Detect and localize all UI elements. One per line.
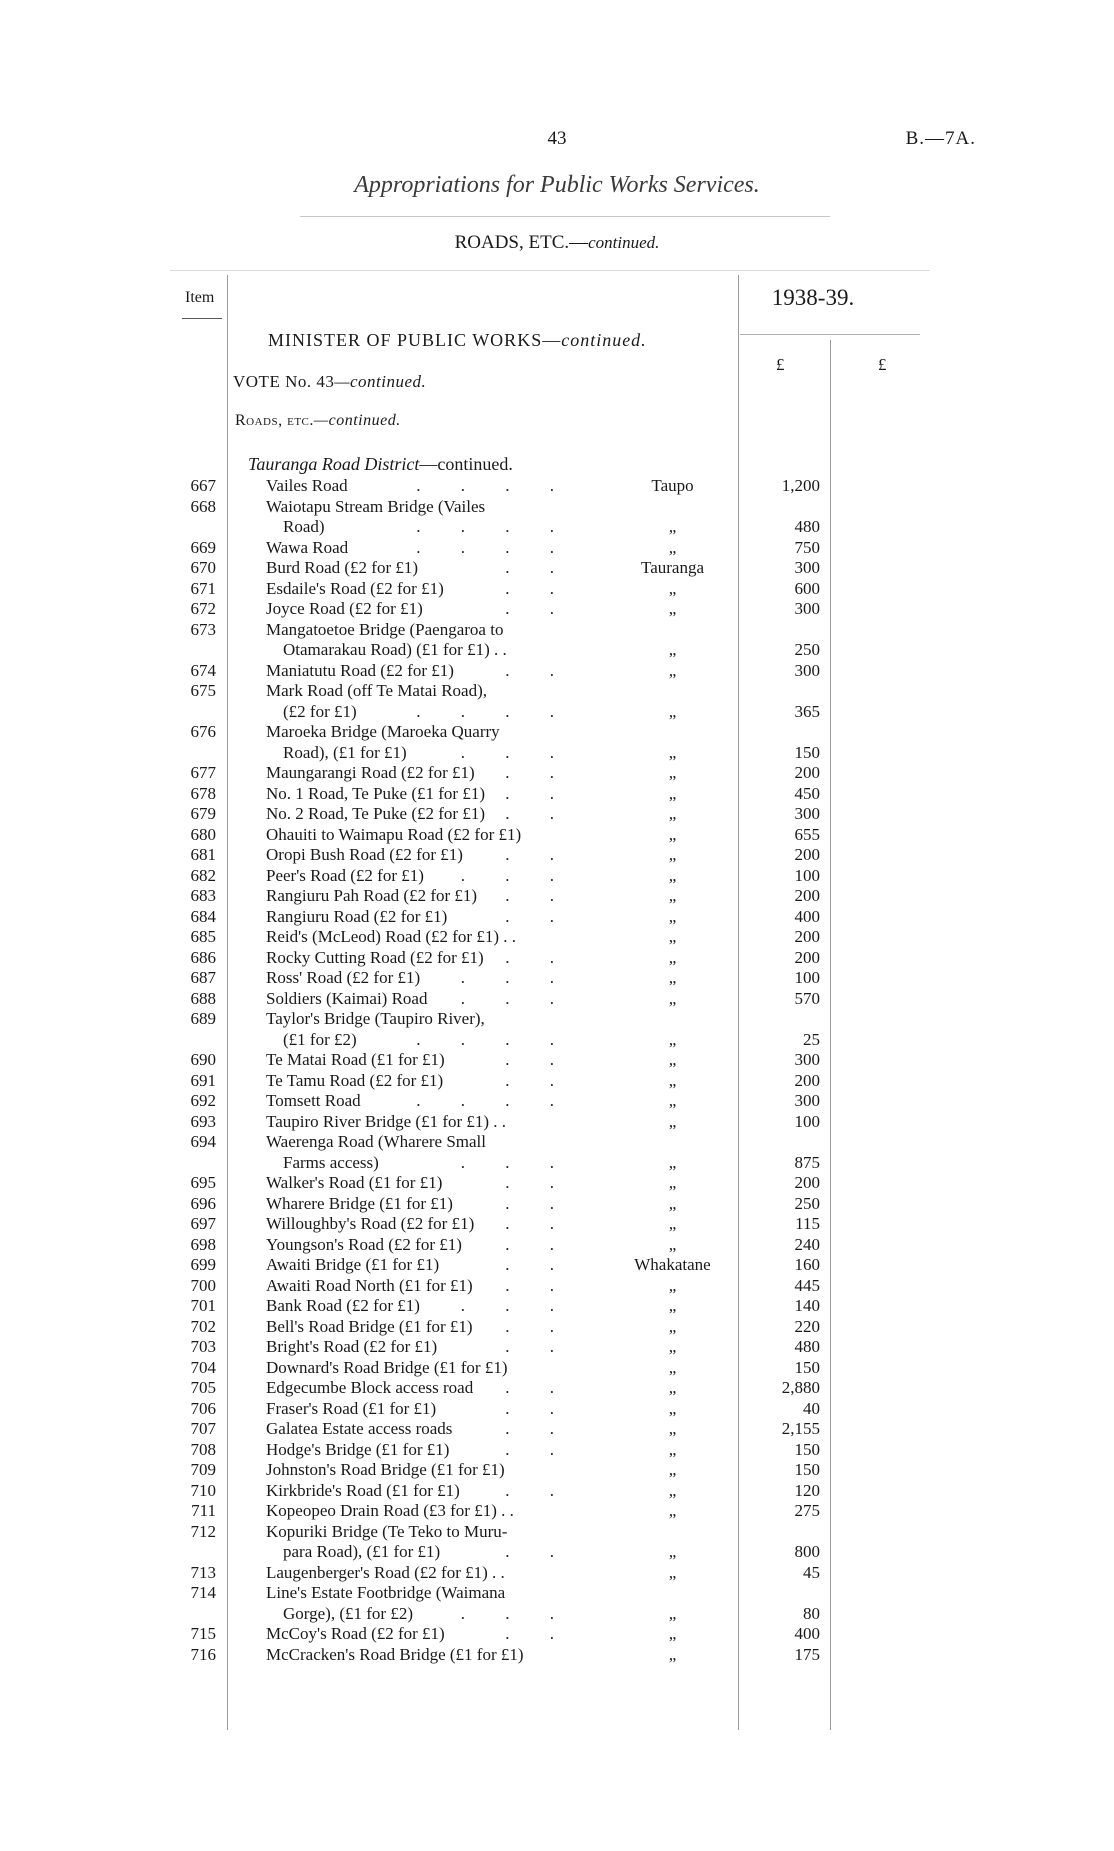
amount: 480	[794, 1337, 820, 1356]
description-line-1: Rangiuru Road (£2 for £1)	[266, 906, 448, 926]
amount: 400	[794, 906, 820, 926]
district: Taupo	[651, 476, 694, 495]
amount: 200	[794, 1173, 820, 1192]
item-number: 694	[190, 1132, 216, 1151]
item-number: 697	[190, 1214, 216, 1233]
description-line-1: Taylor's Bridge (Taupiro River),	[266, 1009, 485, 1028]
item-number: 691	[190, 1070, 216, 1090]
amount-column-divider	[830, 340, 831, 1730]
district: „	[668, 1234, 677, 1254]
district: „	[668, 1378, 677, 1397]
district: „	[668, 1542, 677, 1561]
leader-dots: . . .	[460, 1603, 572, 1623]
description-line-1: Youngson's Road (£2 for £1)	[266, 1234, 462, 1254]
district: „	[668, 947, 677, 967]
description-line-1: Taupiro River Bridge (£1 for £1) . .	[266, 1111, 507, 1131]
item-number: 706	[190, 1398, 216, 1418]
leader-dots: . .	[505, 1419, 572, 1438]
district: „	[668, 1562, 677, 1582]
item-number: 705	[190, 1378, 216, 1397]
amount: 875	[794, 1152, 820, 1172]
ministry-heading-continued: continued.	[561, 330, 647, 350]
item-number: 690	[190, 1050, 216, 1069]
leader-dots: . .	[505, 1193, 572, 1213]
description-line-1: Soldiers (Kaimai) Road	[266, 988, 428, 1008]
subsection-heading-main: Roads, etc.	[235, 412, 314, 429]
year-header-rule	[740, 334, 920, 335]
amount: 570	[794, 988, 820, 1008]
item-description	[266, 620, 572, 661]
amount: 240	[794, 1234, 820, 1254]
leader-dots: . .	[505, 1624, 572, 1643]
district: „	[668, 1480, 677, 1500]
description-line-1: Kopuriki Bridge (Te Teko to Muru-	[266, 1521, 508, 1541]
amount: 445	[794, 1275, 820, 1295]
district: „	[668, 1419, 677, 1438]
item-number: 716	[190, 1644, 216, 1664]
description-line-1: Oropi Bush Road (£2 for £1)	[266, 845, 463, 864]
item-number: 696	[190, 1193, 216, 1213]
description-line-2: para Road), (£1 for £1)	[283, 1542, 441, 1561]
amount: 300	[794, 558, 820, 577]
leader-dots: . .	[505, 947, 572, 967]
item-number: 703	[190, 1337, 216, 1356]
description-line-1: Galatea Estate access roads	[266, 1419, 453, 1438]
description-line-1: Esdaile's Road (£2 for £1)	[266, 578, 444, 598]
item-number: 692	[190, 1091, 216, 1110]
leader-dots: . . . .	[416, 517, 572, 536]
title-rule	[300, 216, 830, 217]
amount: 800	[794, 1542, 820, 1561]
item-number: 688	[190, 988, 216, 1008]
district: „	[668, 1050, 677, 1069]
amount: 200	[794, 845, 820, 864]
item-number: 715	[190, 1624, 216, 1643]
description-line-1: Peer's Road (£2 for £1)	[266, 865, 424, 885]
leader-dots: . .	[505, 1050, 572, 1069]
amount: 750	[794, 537, 820, 557]
page-title: Appropriations for Public Works Services.	[354, 172, 760, 198]
amount: 25	[803, 1029, 820, 1049]
subsection-heading	[235, 412, 401, 430]
leader-dots: . .	[505, 886, 572, 905]
item-number: 667	[190, 476, 216, 495]
item-number: 674	[190, 660, 216, 680]
item-number: 699	[190, 1255, 216, 1274]
description-line-1: Wharere Bridge (£1 for £1)	[266, 1193, 453, 1213]
ministry-heading-main: MINISTER OF PUBLIC WORKS—	[268, 330, 562, 350]
amount: 450	[794, 783, 820, 803]
item-number: 702	[190, 1316, 216, 1336]
item-number: 681	[190, 845, 216, 864]
amount: 2,880	[781, 1378, 820, 1397]
district: „	[668, 906, 677, 926]
leader-dots: . .	[505, 1255, 572, 1274]
description-line-1: Laugenberger's Road (£2 for £1) . .	[266, 1562, 505, 1582]
item-number: 687	[190, 968, 216, 987]
amount: 40	[803, 1398, 820, 1418]
district: „	[668, 1173, 677, 1192]
description-line-2: Road), (£1 for £1)	[283, 742, 407, 762]
description-line-1: No. 1 Road, Te Puke (£1 for £1)	[266, 783, 485, 803]
item-number: 700	[190, 1275, 216, 1295]
description-line-1: Te Matai Road (£1 for £1)	[266, 1050, 445, 1069]
item-number: 678	[190, 783, 216, 803]
item-number: 679	[190, 804, 216, 823]
description-line-2: (£2 for £1)	[283, 701, 357, 721]
item-number: 689	[190, 1009, 216, 1028]
leader-dots: . . .	[460, 968, 572, 987]
amount: 200	[794, 1070, 820, 1090]
description-line-1: Line's Estate Footbridge (Waimana	[266, 1583, 506, 1602]
page-number: 43	[547, 128, 567, 149]
leader-dots: . .	[505, 1337, 572, 1356]
item-description	[266, 1112, 572, 1133]
district: Whakatane	[634, 1255, 711, 1274]
amount: 365	[794, 701, 820, 721]
district: „	[668, 865, 677, 885]
item-column-header: Item	[185, 289, 215, 306]
item-description	[266, 1645, 572, 1666]
vote-heading-continued: —continued.	[334, 372, 427, 391]
district: „	[668, 763, 677, 782]
leader-dots: . .	[505, 599, 572, 618]
district: „	[668, 640, 677, 659]
amount: 200	[794, 886, 820, 905]
amount: 140	[794, 1296, 820, 1315]
amount: 655	[794, 824, 820, 844]
description-line-1: Ohauiti to Waimapu Road (£2 for £1)	[266, 824, 522, 844]
description-line-1: Wawa Road	[266, 537, 349, 557]
district: „	[668, 1439, 677, 1459]
leader-dots: . .	[505, 1378, 572, 1397]
description-line-1: Maungarangi Road (£2 for £1)	[266, 763, 475, 782]
district-heading	[248, 454, 513, 475]
leader-dots: . .	[505, 906, 572, 926]
leader-dots: . .	[505, 763, 572, 782]
description-line-1: Johnston's Road Bridge (£1 for £1)	[266, 1460, 505, 1479]
description-line-1: Waerenga Road (Wharere Small	[266, 1132, 486, 1151]
amount: 80	[803, 1603, 820, 1623]
description-line-1: McCracken's Road Bridge (£1 for £1)	[266, 1644, 524, 1664]
leader-dots: . .	[505, 1275, 572, 1295]
leader-dots: . .	[505, 1480, 572, 1500]
amount: 120	[794, 1480, 820, 1500]
district: „	[668, 804, 677, 823]
item-number: 669	[190, 537, 216, 557]
amount: 220	[794, 1316, 820, 1336]
item-number: 683	[190, 886, 216, 905]
description-line-1: Awaiti Bridge (£1 for £1)	[266, 1255, 440, 1274]
district: „	[668, 988, 677, 1008]
district: „	[668, 1460, 677, 1479]
district: „	[668, 1152, 677, 1172]
amount: 115	[795, 1214, 820, 1233]
amount: 300	[794, 1050, 820, 1069]
description-line-2: Gorge), (£1 for £2)	[283, 1603, 413, 1623]
year-header: 1938-39.	[771, 285, 855, 310]
description-line-1: Downard's Road Bridge (£1 for £1)	[266, 1357, 508, 1377]
district: „	[668, 1644, 677, 1664]
description-line-1: McCoy's Road (£2 for £1)	[266, 1624, 445, 1643]
subtitle-main: ROADS, ETC.—	[454, 232, 589, 253]
subtitle-rule	[170, 270, 930, 271]
district: „	[668, 1275, 677, 1295]
ministry-heading	[268, 330, 647, 351]
item-number: 695	[190, 1173, 216, 1192]
amount: 150	[794, 1460, 820, 1479]
leader-dots: . . . .	[416, 1091, 572, 1110]
amount: 600	[794, 578, 820, 598]
item-number: 672	[190, 599, 216, 618]
leader-dots: . .	[505, 1398, 572, 1418]
amount: 300	[794, 660, 820, 680]
district: „	[668, 742, 677, 762]
item-number: 709	[190, 1460, 216, 1479]
description-line-1: Willoughby's Road (£2 for £1)	[266, 1214, 475, 1233]
amount: 200	[794, 947, 820, 967]
description-line-2: Road)	[283, 517, 325, 536]
district: „	[668, 824, 677, 844]
currency-symbol-total: £	[878, 355, 887, 374]
description-line-1: Bright's Road (£2 for £1)	[266, 1337, 438, 1356]
district: „	[668, 1214, 677, 1233]
item-description	[266, 1563, 572, 1584]
amount: 200	[794, 927, 820, 946]
district: „	[668, 1501, 677, 1520]
district: „	[668, 1337, 677, 1356]
district: „	[668, 1357, 677, 1377]
leader-dots: . .	[505, 1439, 572, 1459]
district-heading-main: Tauranga Road District	[248, 454, 420, 474]
item-number: 686	[190, 947, 216, 967]
amount: 300	[794, 1091, 820, 1110]
item-number: 693	[190, 1111, 216, 1131]
item-number: 682	[190, 865, 216, 885]
description-line-1: Fraser's Road (£1 for £1)	[266, 1398, 437, 1418]
item-number: 713	[190, 1562, 216, 1582]
district: „	[668, 1111, 677, 1131]
district: „	[668, 537, 677, 557]
item-number: 701	[190, 1296, 216, 1315]
leader-dots: . .	[505, 845, 572, 864]
district: „	[668, 1193, 677, 1213]
amount: 275	[794, 1501, 820, 1520]
item-column-divider	[227, 275, 228, 1730]
amount: 200	[794, 763, 820, 782]
district: „	[668, 886, 677, 905]
description-line-1: Walker's Road (£1 for £1)	[266, 1173, 443, 1192]
description-line-1: Mark Road (off Te Matai Road),	[266, 681, 488, 700]
district: „	[668, 1029, 677, 1049]
item-description	[266, 1460, 572, 1481]
item-number: 708	[190, 1439, 216, 1459]
leader-dots: . . . .	[416, 1029, 572, 1049]
district-column-divider	[738, 275, 739, 1730]
item-number: 684	[190, 906, 216, 926]
description-line-2: (£1 for £2)	[283, 1029, 357, 1049]
description-line-1: Te Tamu Road (£2 for £1)	[266, 1070, 444, 1090]
description-line-1: Kirkbride's Road (£1 for £1)	[266, 1480, 460, 1500]
description-line-1: Kopeopeo Drain Road (£3 for £1) . .	[266, 1501, 514, 1520]
item-number: 710	[190, 1480, 216, 1500]
district: „	[668, 1070, 677, 1090]
vote-heading	[233, 372, 426, 392]
district: „	[668, 783, 677, 803]
item-number: 704	[190, 1357, 216, 1377]
leader-dots: . .	[505, 1173, 572, 1192]
item-number: 668	[190, 496, 216, 516]
item-number: 675	[190, 681, 216, 700]
description-line-1: Bank Road (£2 for £1)	[266, 1296, 420, 1315]
amount: 150	[794, 1357, 820, 1377]
description-line-1: Rangiuru Pah Road (£2 for £1)	[266, 886, 478, 905]
description-line-1: Reid's (McLeod) Road (£2 for £1) . .	[266, 927, 516, 946]
document-reference: B.—7A.	[905, 128, 976, 149]
leader-dots: . .	[505, 1070, 572, 1090]
item-description	[266, 825, 572, 846]
item-number: 677	[190, 763, 216, 782]
item-number: 673	[190, 619, 216, 639]
item-number: 714	[190, 1583, 216, 1602]
district: „	[668, 701, 677, 721]
description-line-1: Ross' Road (£2 for £1)	[266, 968, 421, 987]
district: „	[668, 1603, 677, 1623]
leader-dots: . .	[505, 1234, 572, 1254]
item-number: 670	[190, 558, 216, 577]
item-number: 676	[190, 722, 216, 741]
amount: 1,200	[781, 476, 820, 495]
leader-dots: . .	[505, 804, 572, 823]
amount: 250	[794, 640, 820, 659]
leader-dots: . .	[505, 783, 572, 803]
description-line-1: Joyce Road (£2 for £1)	[266, 599, 423, 618]
amount: 175	[794, 1644, 820, 1664]
description-line-1: No. 2 Road, Te Puke (£2 for £1)	[266, 804, 485, 823]
leader-dots: . . .	[460, 988, 572, 1008]
description-line-1: Maroeka Bridge (Maroeka Quarry	[266, 722, 500, 741]
leader-dots: . . .	[460, 742, 572, 762]
district: „	[668, 1316, 677, 1336]
item-number: 698	[190, 1234, 216, 1254]
amount: 300	[794, 804, 820, 823]
leader-dots: . .	[505, 1542, 572, 1561]
vote-heading-main: VOTE No. 43	[233, 372, 335, 391]
item-number: 680	[190, 824, 216, 844]
description-line-1: Rocky Cutting Road (£2 for £1)	[266, 947, 484, 967]
district: „	[668, 1091, 677, 1110]
amount: 400	[794, 1624, 820, 1643]
district: „	[668, 1398, 677, 1418]
leader-dots: . . .	[460, 1152, 572, 1172]
description-line-1: Maniatutu Road (£2 for £1)	[266, 660, 454, 680]
leader-dots: . .	[505, 660, 572, 680]
leader-dots: . .	[505, 1214, 572, 1233]
amount: 480	[794, 517, 820, 536]
leader-dots: . . .	[460, 865, 572, 885]
description-line-1: Bell's Road Bridge (£1 for £1)	[266, 1316, 473, 1336]
amount: 250	[794, 1193, 820, 1213]
description-line-1: Edgecumbe Block access road	[266, 1378, 474, 1397]
district: „	[668, 599, 677, 618]
district: „	[668, 1296, 677, 1315]
amount: 45	[803, 1562, 820, 1582]
subtitle-continued: continued.	[588, 233, 660, 252]
district: „	[668, 927, 677, 946]
item-number: 712	[190, 1521, 216, 1541]
leader-dots: . . . .	[416, 537, 572, 557]
amount: 100	[794, 1111, 820, 1131]
amount: 150	[794, 742, 820, 762]
description-line-1: Waiotapu Stream Bridge (Vailes	[266, 496, 486, 516]
description-line-1: Awaiti Road North (£1 for £1)	[266, 1275, 473, 1295]
leader-dots: . .	[505, 1316, 572, 1336]
section-subtitle	[0, 232, 1114, 254]
district: „	[668, 660, 677, 680]
leader-dots: . . . .	[416, 476, 572, 495]
amount: 150	[794, 1439, 820, 1459]
description-line-1: Mangatoetoe Bridge (Paengaroa to	[266, 619, 504, 639]
leader-dots: . . . .	[416, 701, 572, 721]
item-description	[266, 1501, 572, 1522]
district-heading-continued: —continued.	[419, 454, 513, 474]
description-line-1: Tomsett Road	[266, 1091, 361, 1110]
description-line-1: Vailes Road	[266, 476, 348, 495]
amount: 100	[794, 968, 820, 987]
item-number: 671	[190, 578, 216, 598]
leader-dots: . . .	[460, 1296, 572, 1315]
description-line-1: Hodge's Bridge (£1 for £1)	[266, 1439, 450, 1459]
amount: 2,155	[781, 1419, 820, 1438]
district: „	[668, 517, 677, 536]
item-description	[266, 927, 572, 948]
description-line-1: Burd Road (£2 for £1)	[266, 558, 419, 577]
leader-dots: . .	[505, 578, 572, 598]
description-line-2: Farms access)	[283, 1152, 379, 1172]
district: „	[668, 968, 677, 987]
amount: 300	[794, 599, 820, 618]
district: Tauranga	[641, 558, 704, 577]
district: „	[668, 845, 677, 864]
currency-symbol-amount: £	[776, 355, 785, 374]
description-line-2: Otamarakau Road) (£1 for £1) . .	[283, 640, 507, 659]
item-number: 707	[190, 1419, 216, 1438]
item-description	[266, 1358, 572, 1379]
leader-dots: . .	[505, 558, 572, 577]
item-number: 711	[191, 1501, 216, 1520]
district: „	[668, 578, 677, 598]
item-header-rule	[182, 318, 222, 319]
amount: 160	[794, 1255, 820, 1274]
district: „	[668, 1624, 677, 1643]
subsection-heading-continued: —continued.	[313, 412, 401, 429]
item-number: 685	[190, 927, 216, 946]
amount: 100	[794, 865, 820, 885]
